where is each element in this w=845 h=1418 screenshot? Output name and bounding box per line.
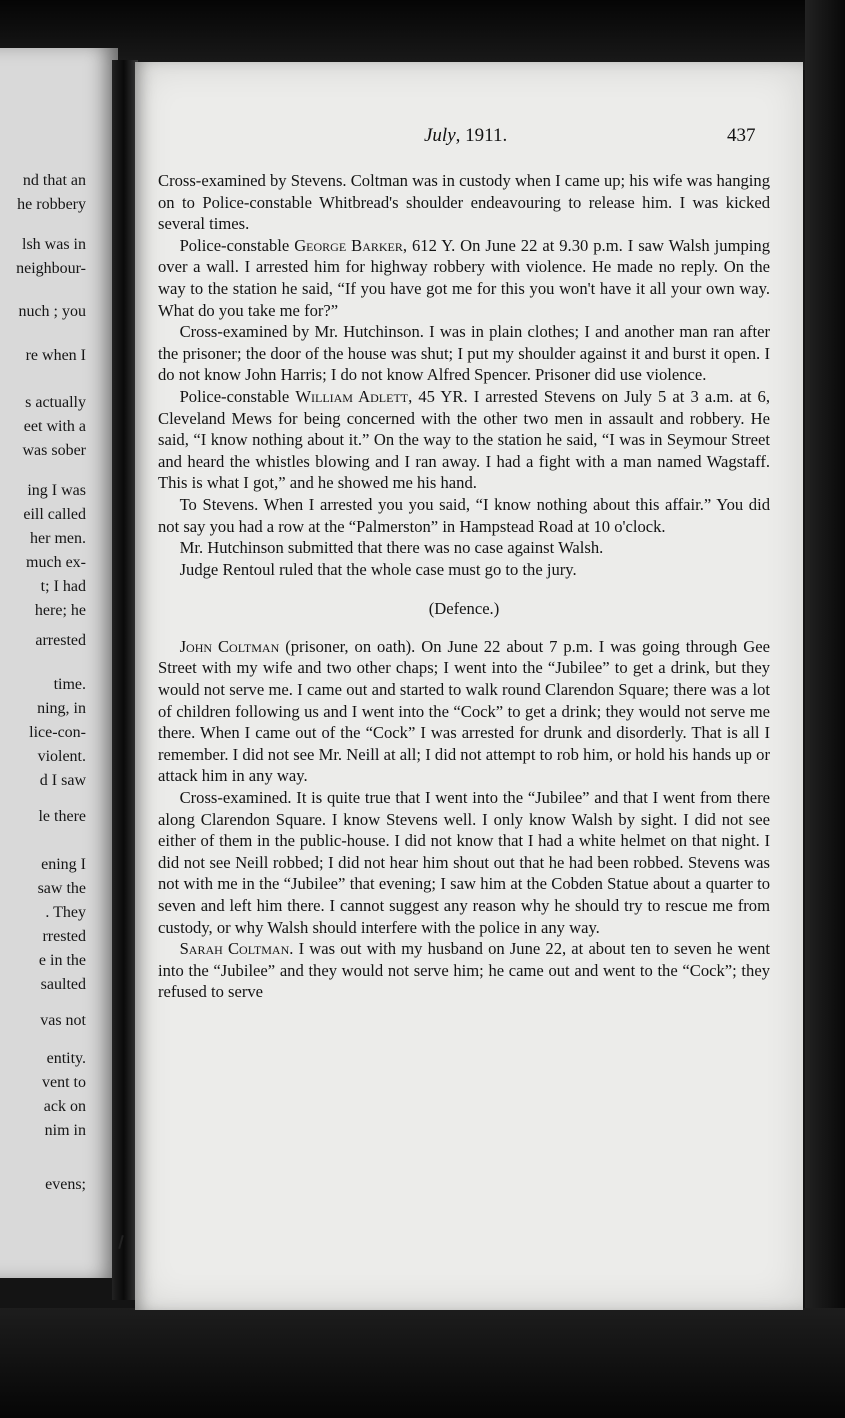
left-page-line: rrested <box>42 928 86 945</box>
section-heading: (Defence.) <box>428 599 500 619</box>
left-page-line: lice-con- <box>29 724 86 741</box>
paragraph: To Stevens. When I arrested you you said, “I know nothing about this affair.” You did not say you had a row at the “Palmerston” in Hampstead Road at 10 o'clock. <box>158 494 770 536</box>
left-page-line: d I saw <box>39 772 86 789</box>
left-page-line: le there <box>38 808 86 825</box>
page-number: 437 <box>727 125 756 146</box>
witness-name: George Barker <box>294 235 403 255</box>
body-text <box>158 170 770 1003</box>
left-page-line: her men. <box>30 530 86 547</box>
left-page-line: time. <box>53 676 86 693</box>
paragraph: Mr. Hutchinson submitted that there was no case against Walsh. <box>179 538 604 558</box>
left-page-line: he robbery <box>17 196 86 213</box>
left-page-line: t; I had <box>40 578 86 595</box>
document-page <box>135 62 803 1310</box>
left-page-line: was sober <box>22 442 86 459</box>
left-page-line: nd that an <box>22 172 86 189</box>
paragraph: Sarah Coltman. I was out with my husband on June 22, at about ten to seven he went into the “Jubilee” and they would not serve him; he came out and went to the “Cock”; they refused to serve <box>158 939 770 1002</box>
paragraph: Police-constable William Adlett, 45 YR. I arrested Stevens on July 5 at 3 a.m. at 6, Cleveland Mews for being concerned with the other two men in assault and robbery. He said, “I know nothing about it.” On the way to the station he said, “I was in Seymour Street and heard the whistles blowing and I ran away. I had a fight with a man named Wagstaff. This is what I got,” and he showed me his hand. <box>158 386 770 493</box>
left-page-line: nuch ; you <box>18 303 86 320</box>
witness-name: John Coltman <box>179 636 280 656</box>
left-page-line: ning, in <box>37 700 86 717</box>
paragraph: Judge Rentoul ruled that the whole case must go to the jury. <box>179 559 577 579</box>
left-page-line: vas not <box>40 1012 86 1029</box>
witness-name: William Adlett <box>295 386 409 406</box>
paragraph: Police-constable George Barker, 612 Y. On June 22 at 9.30 p.m. I saw Walsh jumping over a wall. I arrested him for highway robbery with violence. He made no reply. On the way to the station he said, “If you have got me for this you won't have it all your own way. What do you take me for?” <box>158 235 770 320</box>
left-page-line: nim in <box>44 1122 86 1139</box>
paragraph: Cross-examined. It is quite true that I went into the “Jubilee” and that I went from there along Clarendon Square. I know Stevens well. I only know Walsh by sight. I did not see either of them in the public-house. I did not know that I had a white helmet on that night. I did not see Neill robbed; I did not hear him shout out that he had been robbed. Stevens was not with me in the “Jubilee” that evening; I saw him at the Cobden Statue about a quarter to seven and left him there. I cannot suggest any reason why he should try to rescue me from custody, or why Walsh should interfere with the police in any way. <box>158 788 770 937</box>
left-page-line: s actually <box>25 394 86 411</box>
left-page-line: saulted <box>40 976 86 993</box>
scanner-border-right <box>805 0 845 1418</box>
left-page-line: neighbour- <box>16 260 86 277</box>
paragraph: Cross-examined by Mr. Hutchinson. I was in plain clothes; I and another man ran after the prisoner; the door of the house was shut; I put my shoulder against it and burst it open. I do not know John Harris; I do not know Alfred Spencer. Prisoner did use violence. <box>158 322 770 385</box>
left-page-line: vent to <box>42 1074 86 1091</box>
witness-name: Sarah Coltman <box>179 939 290 959</box>
left-page-line: much ex- <box>26 554 86 571</box>
left-page-line: here; he <box>34 602 86 619</box>
left-page-line: ening I <box>41 856 86 873</box>
left-page-line: ack on <box>43 1098 86 1115</box>
left-page-line: ing I was <box>27 482 86 499</box>
left-page-line: lsh was in <box>22 236 86 253</box>
left-page-line: e in the <box>38 952 86 969</box>
running-header <box>135 125 803 149</box>
header-date: July, 1911. <box>424 125 508 146</box>
left-page-line: eill called <box>23 506 86 523</box>
left-page-line: entity. <box>46 1050 86 1067</box>
left-page-line: eet with a <box>23 418 86 435</box>
paragraph: John Coltman (prisoner, on oath). On June 22 about 7 p.m. I was going through Gee Street with my wife and two other chaps; I went into the “Jubilee” to get a drink, but they would not serve me. I came out and started to walk round Clarendon Square; there was a lot of children following us and I went into the “Cock” to get a drink; they would not serve me there. When I came out of the “Cock” I was arrested for drunk and disorderly. That is all I remember. I did not see Mr. Neill at all; I did not attempt to rob him, or hold his hands up or attack him in any way. <box>158 636 770 786</box>
left-page-line: violent. <box>37 748 86 765</box>
left-page-line: evens; <box>45 1176 86 1193</box>
left-page-line: . They <box>45 904 86 921</box>
left-page-line: arrested <box>35 632 86 649</box>
paragraph: Cross-examined by Stevens. Coltman was in custody when I came up; his wife was hanging on to Police-constable Whitbread's shoulder endeavouring to release him. I was kicked several times. <box>158 171 770 234</box>
left-page-line: saw the <box>37 880 86 897</box>
scanner-border-bottom <box>0 1308 845 1418</box>
left-page-line: re when I <box>25 347 86 364</box>
left-facing-page <box>0 48 118 1278</box>
